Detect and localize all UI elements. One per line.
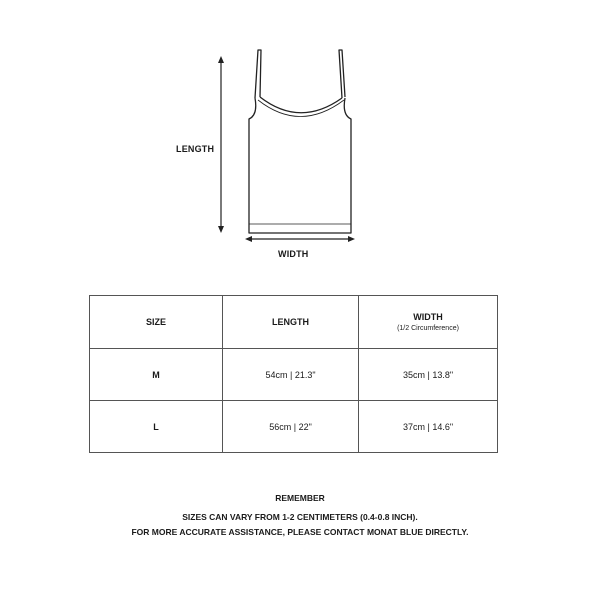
width-cell: 35cm | 13.8"	[359, 349, 498, 401]
length-arrow	[218, 56, 224, 233]
header-size: SIZE	[90, 296, 223, 349]
table-header-row	[90, 296, 498, 349]
note-line-1: SIZES CAN VARY FROM 1-2 CENTIMETERS (0.4-0.8 INCH).	[182, 512, 418, 522]
table-row	[90, 349, 498, 401]
tank-top-illustration	[249, 50, 351, 233]
note-title: REMEMBER	[275, 493, 325, 503]
size-chart-table	[89, 295, 498, 453]
tank-top-diagram	[0, 0, 600, 280]
header-length: LENGTH	[223, 296, 359, 349]
length-label: LENGTH	[176, 144, 215, 154]
header-width	[359, 296, 498, 349]
length-cell: 56cm | 22"	[223, 401, 359, 453]
length-cell: 54cm | 21.3"	[223, 349, 359, 401]
note-line-2: FOR MORE ACCURATE ASSISTANCE, PLEASE CONTACT MONAT BLUE DIRECTLY.	[131, 527, 469, 537]
width-label: WIDTH	[278, 249, 309, 259]
size-cell: L	[90, 401, 223, 453]
width-cell: 37cm | 14.6"	[359, 401, 498, 453]
width-arrow	[245, 236, 355, 242]
header-width-subtitle: (1/2 Circumference)	[397, 325, 459, 332]
size-cell: M	[90, 349, 223, 401]
header-width-label: WIDTH	[413, 312, 443, 322]
table-row	[90, 401, 498, 453]
